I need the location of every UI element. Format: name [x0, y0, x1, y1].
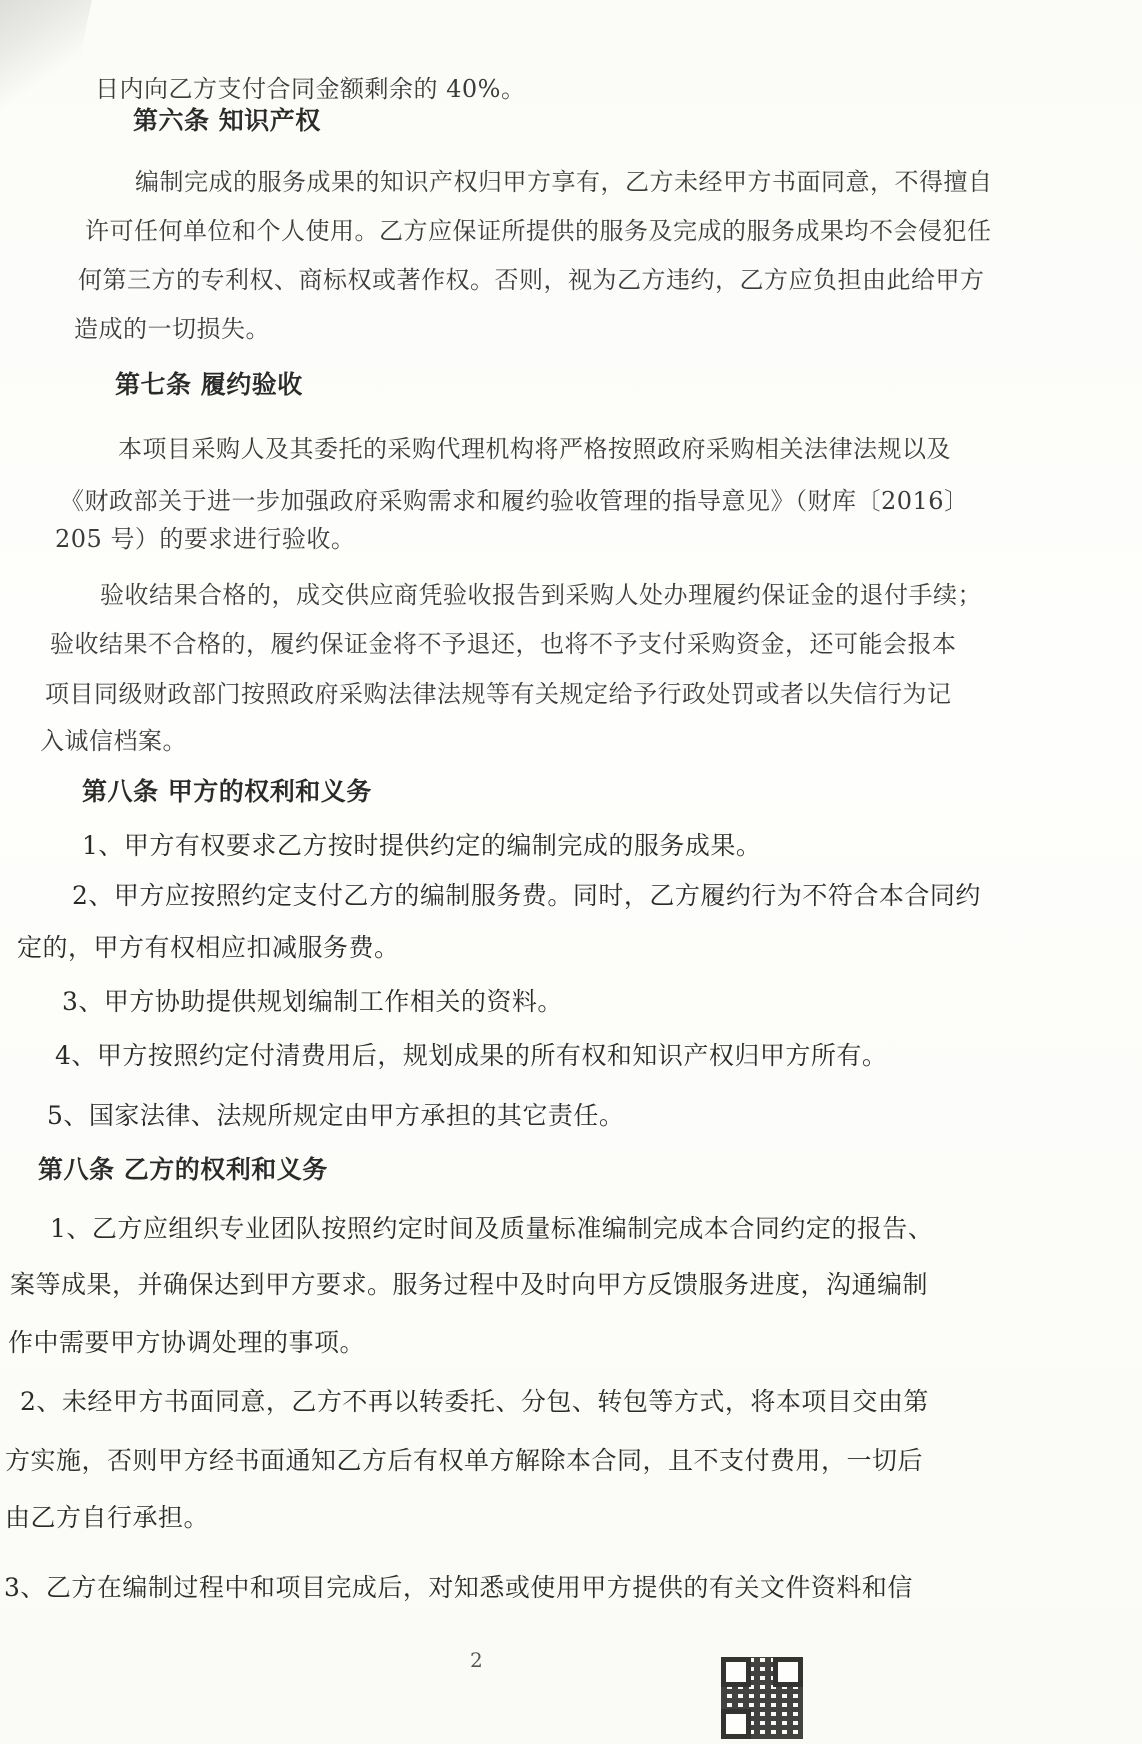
page-corner-shadow [0, 0, 95, 141]
text-line: 案等成果，并确保达到甲方要求。服务过程中及时向甲方反馈服务进度，沟通编制 [10, 1270, 929, 1299]
text-line: 日内向乙方支付合同金额剩余的 40%。 [95, 75, 526, 103]
text-line: 4、甲方按照约定付清费用后，规划成果的所有权和知识产权归甲方所有。 [55, 1041, 888, 1070]
text-line: 验收结果合格的，成交供应商凭验收报告到采购人处办理履约保证金的退付手续； [100, 581, 982, 609]
text-line: 验收结果不合格的，履约保证金将不予退还，也将不予支付采购资金，还可能会报本 [50, 630, 957, 658]
section-heading: 第七条 履约验收 [115, 370, 303, 399]
text-line: 205 号）的要求进行验收。 [55, 525, 356, 553]
qr-code-icon [721, 1657, 803, 1739]
text-line: 2、甲方应按照约定支付乙方的编制服务费。同时，乙方履约行为不符合本合同约 [72, 881, 981, 910]
text-line: 1、甲方有权要求乙方按时提供约定的编制完成的服务成果。 [82, 831, 762, 860]
text-line: 本项目采购人及其委托的采购代理机构将严格按照政府采购相关法律法规以及 [118, 435, 951, 463]
text-line: 定的，甲方有权相应扣减服务费。 [17, 933, 400, 962]
text-line: 项目同级财政部门按照政府采购法律法规等有关规定给予行政处罚或者以失信行为记 [45, 680, 952, 708]
text-line: 5、国家法律、法规所规定由甲方承担的其它责任。 [47, 1101, 625, 1130]
qr-finder-icon [721, 1709, 751, 1739]
page-number: 2 [470, 1648, 483, 1672]
text-line: 3、甲方协助提供规划编制工作相关的资料。 [62, 987, 563, 1016]
section-heading: 第六条 知识产权 [133, 106, 321, 135]
text-line: 《财政部关于进一步加强政府采购需求和履约验收管理的指导意见》（财库〔2016〕 [60, 487, 969, 515]
text-line: 造成的一切损失。 [74, 315, 270, 343]
text-line: 编制完成的服务成果的知识产权归甲方享有，乙方未经甲方书面同意，不得擅自 [135, 168, 993, 196]
text-line: 由乙方自行承担。 [5, 1503, 210, 1532]
text-line: 1、乙方应组织专业团队按照约定时间及质量标准编制完成本合同约定的报告、 [50, 1214, 934, 1243]
text-line: 3、乙方在编制过程中和项目完成后，对知悉或使用甲方提供的有关文件资料和信 [4, 1573, 913, 1602]
section-heading: 第八条 乙方的权利和义务 [38, 1155, 328, 1184]
text-line: 何第三方的专利权、商标权或著作权。否则，视为乙方违约，乙方应负担由此给甲方 [78, 266, 985, 294]
section-heading: 第八条 甲方的权利和义务 [82, 777, 372, 806]
text-line: 作中需要甲方协调处理的事项。 [8, 1328, 366, 1357]
text-line: 2、未经甲方书面同意，乙方不再以转委托、分包、转包等方式，将本项目交由第 [20, 1387, 929, 1416]
text-line: 许可任何单位和个人使用。乙方应保证所提供的服务及完成的服务成果均不会侵犯任 [85, 217, 992, 245]
text-line: 方实施，否则甲方经书面通知乙方后有权单方解除本合同，且不支付费用，一切后 [5, 1446, 924, 1475]
text-line: 入诚信档案。 [40, 727, 187, 755]
